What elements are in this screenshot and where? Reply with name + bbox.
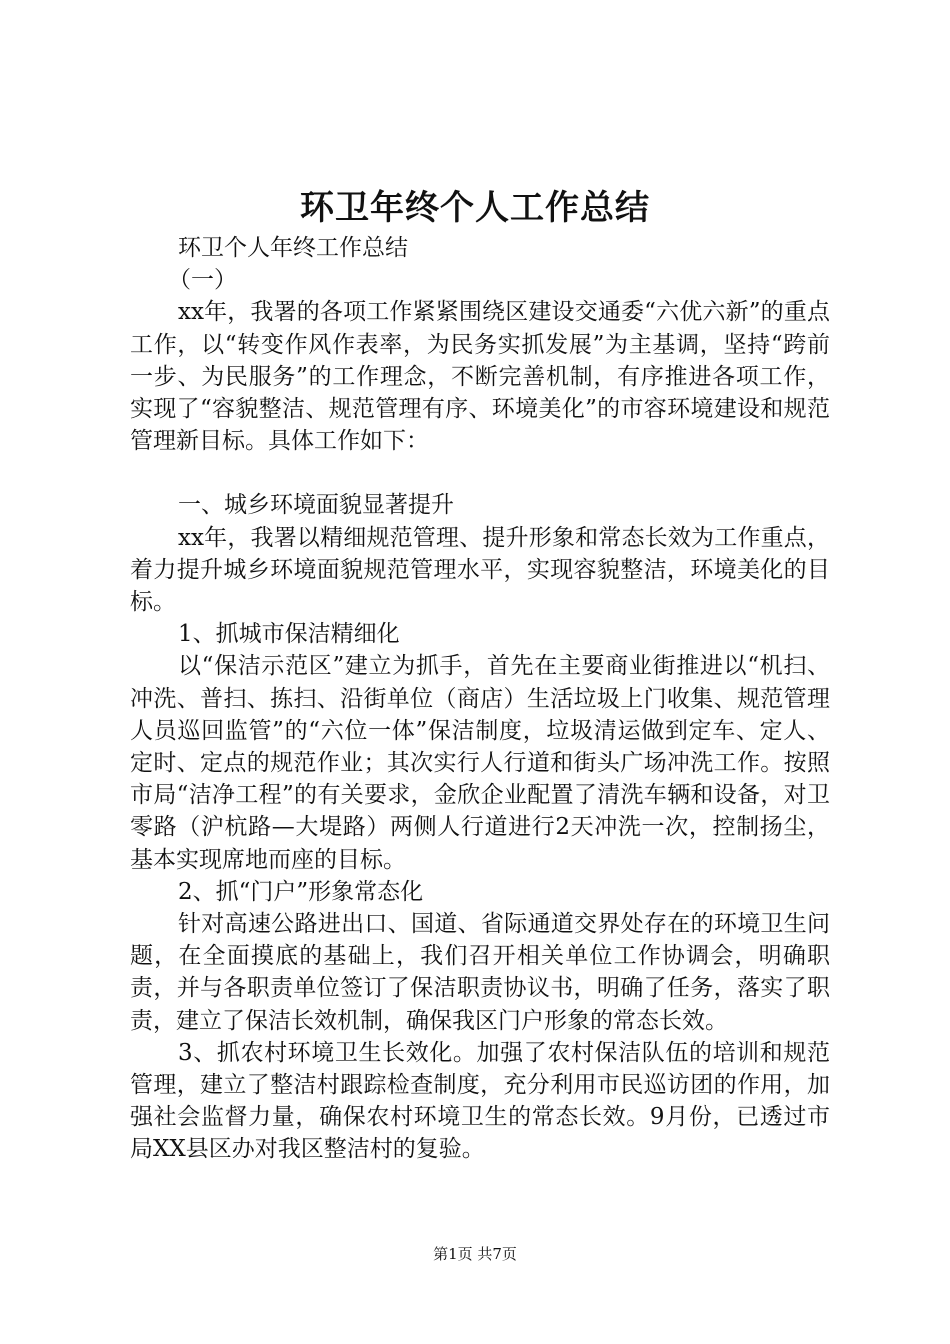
paragraph-section1: xx年，我署以精细规范管理、提升形象和常态长效为工作重点，着力提升城乡环境面貌规范管理水平，实现容貌整洁，环境美化的目标。 <box>130 524 830 616</box>
section-heading: 一、城乡环境面貌显著提升 <box>178 492 454 519</box>
paragraph-gap <box>130 457 830 489</box>
part-marker: （一） <box>168 267 237 294</box>
document-body <box>130 232 830 1166</box>
paragraph-item2: 针对高速公路进出口、国道、省际通道交界处存在的环境卫生问题，在全面摸底的基础上，我们召开相关单位工作协调会，明确职责，并与各职责单位签订了保洁职责协议书，明确了任务，落实了职责，建立了保洁长效机制，确保我区门户形象的常态长效。 <box>130 911 830 1034</box>
document-subtitle: 环卫个人年终工作总结 <box>178 235 408 261</box>
paragraph-item3: 3、抓农村环境卫生长效化。加强了农村保洁队伍的培训和规范管理，建立了整洁村跟踪检查制度，充分利用市民巡访团的作用，加强社会监督力量，确保农村环境卫生的常态长效。9月份，已透过市局XX县区办对我区整洁村的复验。 <box>130 1039 830 1163</box>
item-heading: 1、抓城市保洁精细化 <box>178 621 400 648</box>
item-heading: 2、抓“门户”形象常态化 <box>178 878 424 905</box>
paragraph-item1: 以“保洁示范区”建立为抓手，首先在主要商业街推进以“机扫、冲洗、普扫、拣扫、沿街单位（商店）生活垃圾上门收集、规范管理人员巡回监管”的“六位一体”保洁制度，垃圾清运做到定车、定人、定时、定点的规范作业；其次实行人行道和街头广场冲洗工作。按照市局“洁净工程”的有关要求，金欣企业配置了清洗车辆和设备，对卫零路（沪杭路—大堤路）两侧人行道进行2天冲洗一次，控制扬尘，基本实现席地而座的目标。 <box>130 653 830 873</box>
page-number-footer: 第1页 共7页 <box>433 1245 517 1263</box>
paragraph-intro: xx年，我署的各项工作紧紧围绕区建设交通委“六优六新”的重点工作，以“转变作风作表率，为民务实抓发展”为主基调，坚持“跨前一步、为民服务”的工作理念，不断完善机制，有序推进各项工作，实现了“容貌整洁、规范管理有序、环境美化”的市容环境建设和规范管理新目标。具体工作如下： <box>130 299 830 455</box>
document-title: 环卫年终个人工作总结 <box>300 188 650 228</box>
